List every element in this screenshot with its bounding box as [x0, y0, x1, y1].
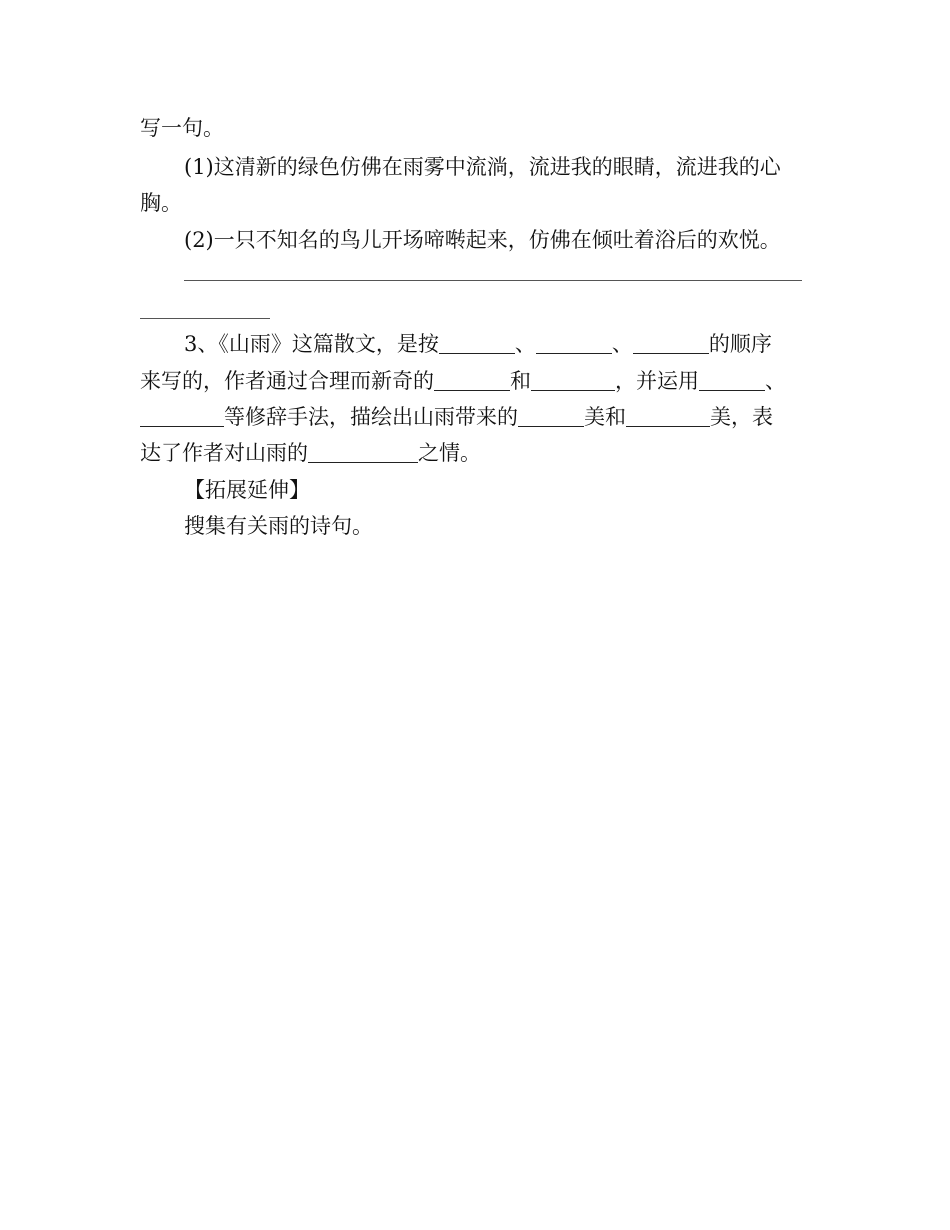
fill-blank[interactable]	[699, 368, 765, 391]
example-sentence-2: (2)一只不知名的鸟儿开场啼啭起来，仿佛在倾吐着浴后的欢悦。	[184, 228, 781, 252]
question-3-line-1	[184, 326, 820, 362]
separator: 、	[514, 332, 536, 356]
question-3-line-4	[140, 435, 820, 471]
extension-task: 搜集有关雨的诗句。	[184, 514, 373, 538]
question-3-text: 达了作者对山雨的	[140, 441, 308, 465]
fill-blank[interactable]	[434, 368, 510, 391]
fill-blank[interactable]	[439, 331, 515, 354]
question-3-text: 的顺序	[708, 332, 772, 356]
fill-blank[interactable]	[518, 404, 584, 427]
section-heading: 【拓展延伸】	[184, 478, 310, 502]
fill-blank[interactable]	[308, 440, 418, 463]
fill-blank[interactable]	[626, 404, 710, 427]
question-3-line-2	[140, 363, 820, 399]
question-3-text: 美，表	[710, 405, 773, 429]
paragraph-line: 写一句。	[140, 116, 224, 140]
question-3-text: 等修辞手法，描绘出山雨带来的	[224, 405, 518, 429]
question-3-line-3	[140, 399, 820, 435]
question-3-text: 、	[765, 369, 786, 393]
question-3-text: 来写的，作者通过合理而新奇的	[140, 369, 434, 393]
separator: 、	[611, 332, 633, 356]
question-3-text: 和	[510, 369, 531, 393]
question-3-text: 美和	[584, 405, 626, 429]
question-3-text: ，并运用	[615, 369, 699, 393]
question-3-text: 3、《山雨》这篇散文，是按	[184, 332, 439, 356]
fill-blank[interactable]	[633, 331, 709, 354]
example-sentence-1-cont: 胸。	[140, 191, 182, 215]
fill-blank[interactable]	[536, 331, 612, 354]
question-3-text: 之情。	[418, 441, 481, 465]
answer-line	[184, 280, 802, 281]
fill-blank[interactable]	[140, 404, 224, 427]
example-sentence-1: (1)这清新的绿色仿佛在雨雾中流淌，流进我的眼睛，流进我的心	[184, 155, 781, 179]
fill-blank[interactable]	[531, 368, 615, 391]
answer-line-cont	[140, 318, 270, 319]
